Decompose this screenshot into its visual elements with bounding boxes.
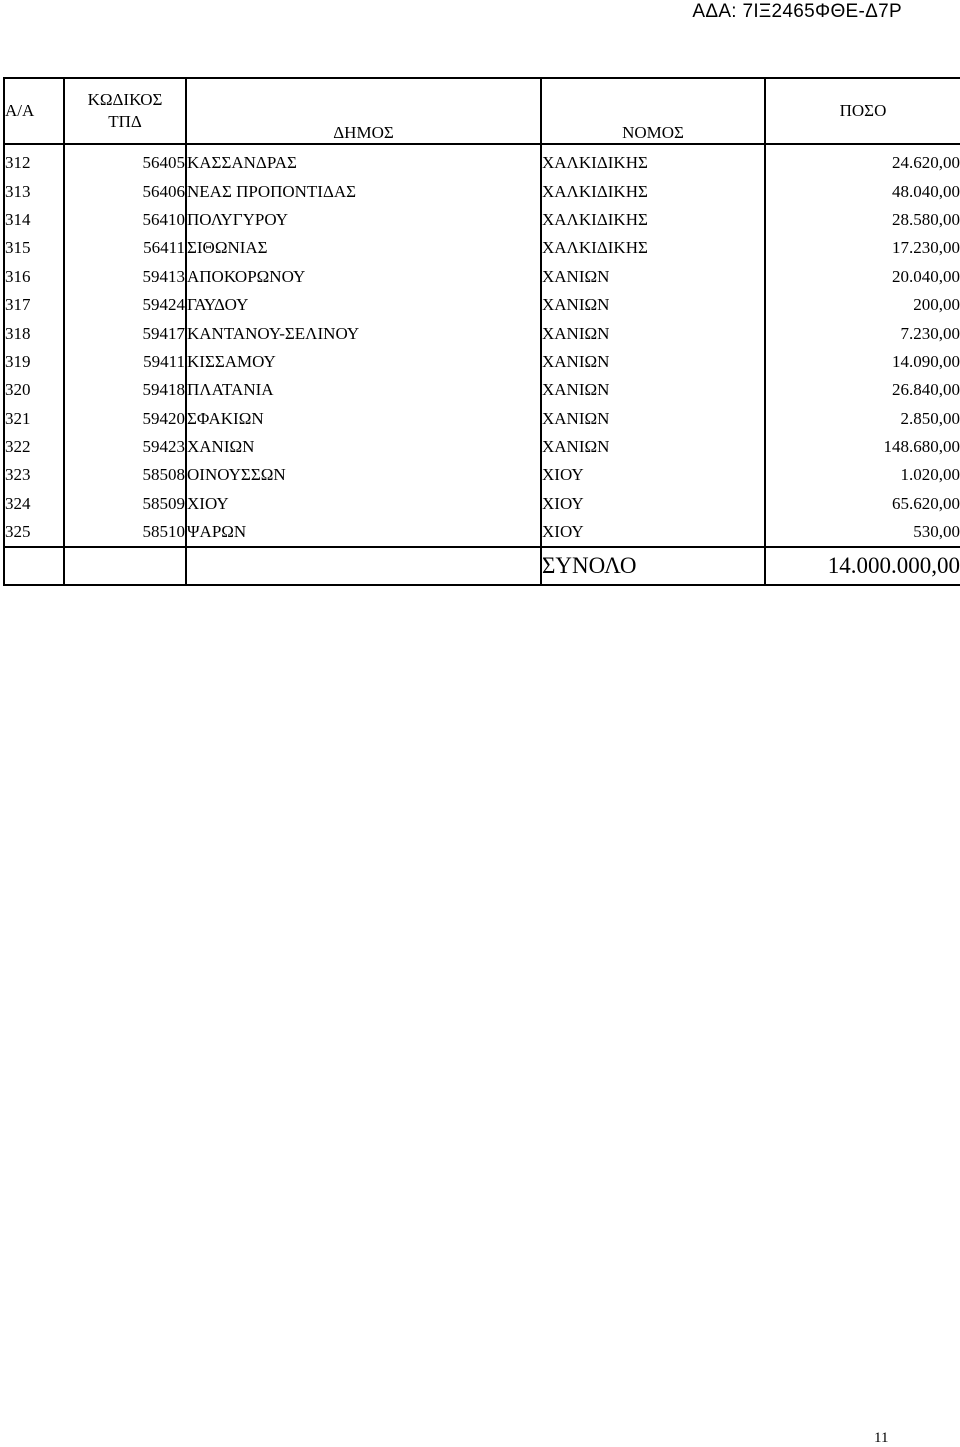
- cell-dimos: ΑΠΟΚΟΡΩΝΟΥ: [186, 263, 541, 291]
- cell-code: 59420: [64, 405, 186, 433]
- cell-poso: 1.020,00: [765, 461, 960, 489]
- cell-dimos: ΧΙΟΥ: [186, 490, 541, 518]
- table-row: [4, 144, 960, 177]
- cell-dimos: ΓΑΥΔΟΥ: [186, 291, 541, 319]
- table-row: [4, 319, 960, 347]
- cell-aa: 315: [4, 234, 64, 262]
- cell-dimos: ΚΙΣΣΑΜΟΥ: [186, 348, 541, 376]
- cell-poso: 24.620,00: [765, 144, 960, 177]
- cell-dimos: ΨΑΡΩΝ: [186, 518, 541, 547]
- cell-nomos: ΧΑΝΙΩΝ: [541, 291, 765, 319]
- table-row: [4, 433, 960, 461]
- table-body: [4, 144, 960, 547]
- cell-poso: 26.840,00: [765, 376, 960, 404]
- cell-code: 58510: [64, 518, 186, 547]
- total-empty-cell: [4, 547, 64, 585]
- cell-aa: 316: [4, 263, 64, 291]
- page-number: 11: [874, 1430, 889, 1446]
- cell-nomos: ΧΑΛΚΙΔΙΚΗΣ: [541, 177, 765, 205]
- cell-aa: 317: [4, 291, 64, 319]
- table-row: [4, 461, 960, 489]
- table-row: [4, 234, 960, 262]
- header-aa: Α/Α: [4, 78, 64, 144]
- cell-nomos: ΧΑΛΚΙΔΙΚΗΣ: [541, 144, 765, 177]
- cell-dimos: ΠΟΛΥΓΥΡΟΥ: [186, 206, 541, 234]
- cell-dimos: ΧΑΝΙΩΝ: [186, 433, 541, 461]
- cell-dimos: ΚΑΣΣΑΝΔΡΑΣ: [186, 144, 541, 177]
- cell-poso: 200,00: [765, 291, 960, 319]
- cell-aa: 325: [4, 518, 64, 547]
- cell-nomos: ΧΙΟΥ: [541, 490, 765, 518]
- cell-dimos: ΟΙΝΟΥΣΣΩΝ: [186, 461, 541, 489]
- cell-code: 56410: [64, 206, 186, 234]
- cell-nomos: ΧΙΟΥ: [541, 461, 765, 489]
- cell-nomos: ΧΑΛΚΙΔΙΚΗΣ: [541, 206, 765, 234]
- cell-aa: 324: [4, 490, 64, 518]
- table-row: [4, 348, 960, 376]
- cell-aa: 312: [4, 144, 64, 177]
- table-row: [4, 490, 960, 518]
- table-row: [4, 177, 960, 205]
- total-empty-cell: [64, 547, 186, 585]
- cell-poso: 48.040,00: [765, 177, 960, 205]
- header-poso: ΠΟΣΟ: [765, 78, 960, 144]
- cell-dimos: ΠΛΑΤΑΝΙΑ: [186, 376, 541, 404]
- table-row: [4, 405, 960, 433]
- header-dimos: ΔΗΜΟΣ: [186, 78, 541, 144]
- header-code-line1: ΚΩΔΙΚΟΣ: [87, 90, 163, 109]
- cell-nomos: ΧΑΝΙΩΝ: [541, 319, 765, 347]
- total-empty-cell: [186, 547, 541, 585]
- header-code-line2: ΤΠΔ: [108, 112, 142, 131]
- header-code: [64, 78, 186, 144]
- cell-code: 59424: [64, 291, 186, 319]
- cell-aa: 318: [4, 319, 64, 347]
- cell-code: 59418: [64, 376, 186, 404]
- cell-code: 56411: [64, 234, 186, 262]
- cell-dimos: ΝΕΑΣ ΠΡΟΠΟΝΤΙΔΑΣ: [186, 177, 541, 205]
- ada-header: ΑΔΑ: 7ΙΞ2465ΦΘΕ-Δ7Ρ: [692, 1, 902, 22]
- table-row: [4, 206, 960, 234]
- cell-aa: 321: [4, 405, 64, 433]
- cell-code: 59423: [64, 433, 186, 461]
- table-row: [4, 376, 960, 404]
- table-row: [4, 263, 960, 291]
- cell-nomos: ΧΑΛΚΙΔΙΚΗΣ: [541, 234, 765, 262]
- cell-dimos: ΣΦΑΚΙΩΝ: [186, 405, 541, 433]
- table-row: [4, 291, 960, 319]
- cell-code: 58508: [64, 461, 186, 489]
- total-row: [4, 547, 960, 585]
- table-header: [4, 78, 960, 144]
- cell-nomos: ΧΑΝΙΩΝ: [541, 376, 765, 404]
- cell-poso: 20.040,00: [765, 263, 960, 291]
- cell-aa: 322: [4, 433, 64, 461]
- cell-code: 56405: [64, 144, 186, 177]
- cell-poso: 2.850,00: [765, 405, 960, 433]
- cell-aa: 323: [4, 461, 64, 489]
- cell-code: 59413: [64, 263, 186, 291]
- cell-code: 59411: [64, 348, 186, 376]
- table-row: [4, 518, 960, 547]
- cell-code: 59417: [64, 319, 186, 347]
- cell-nomos: ΧΑΝΙΩΝ: [541, 263, 765, 291]
- cell-code: 58509: [64, 490, 186, 518]
- cell-aa: 314: [4, 206, 64, 234]
- cell-nomos: ΧΑΝΙΩΝ: [541, 433, 765, 461]
- cell-aa: 313: [4, 177, 64, 205]
- total-label: ΣΥΝΟΛΟ: [541, 547, 765, 585]
- cell-dimos: ΚΑΝΤΑΝΟΥ-ΣΕΛΙΝΟΥ: [186, 319, 541, 347]
- cell-poso: 7.230,00: [765, 319, 960, 347]
- cell-dimos: ΣΙΘΩΝΙΑΣ: [186, 234, 541, 262]
- cell-aa: 319: [4, 348, 64, 376]
- header-nomos: ΝΟΜΟΣ: [541, 78, 765, 144]
- cell-poso: 65.620,00: [765, 490, 960, 518]
- cell-poso: 28.580,00: [765, 206, 960, 234]
- cell-poso: 530,00: [765, 518, 960, 547]
- allocation-table: [3, 77, 960, 586]
- cell-nomos: ΧΑΝΙΩΝ: [541, 348, 765, 376]
- total-value: 14.000.000,00: [765, 547, 960, 585]
- cell-code: 56406: [64, 177, 186, 205]
- cell-nomos: ΧΑΝΙΩΝ: [541, 405, 765, 433]
- cell-poso: 14.090,00: [765, 348, 960, 376]
- cell-poso: 17.230,00: [765, 234, 960, 262]
- cell-poso: 148.680,00: [765, 433, 960, 461]
- cell-nomos: ΧΙΟΥ: [541, 518, 765, 547]
- cell-aa: 320: [4, 376, 64, 404]
